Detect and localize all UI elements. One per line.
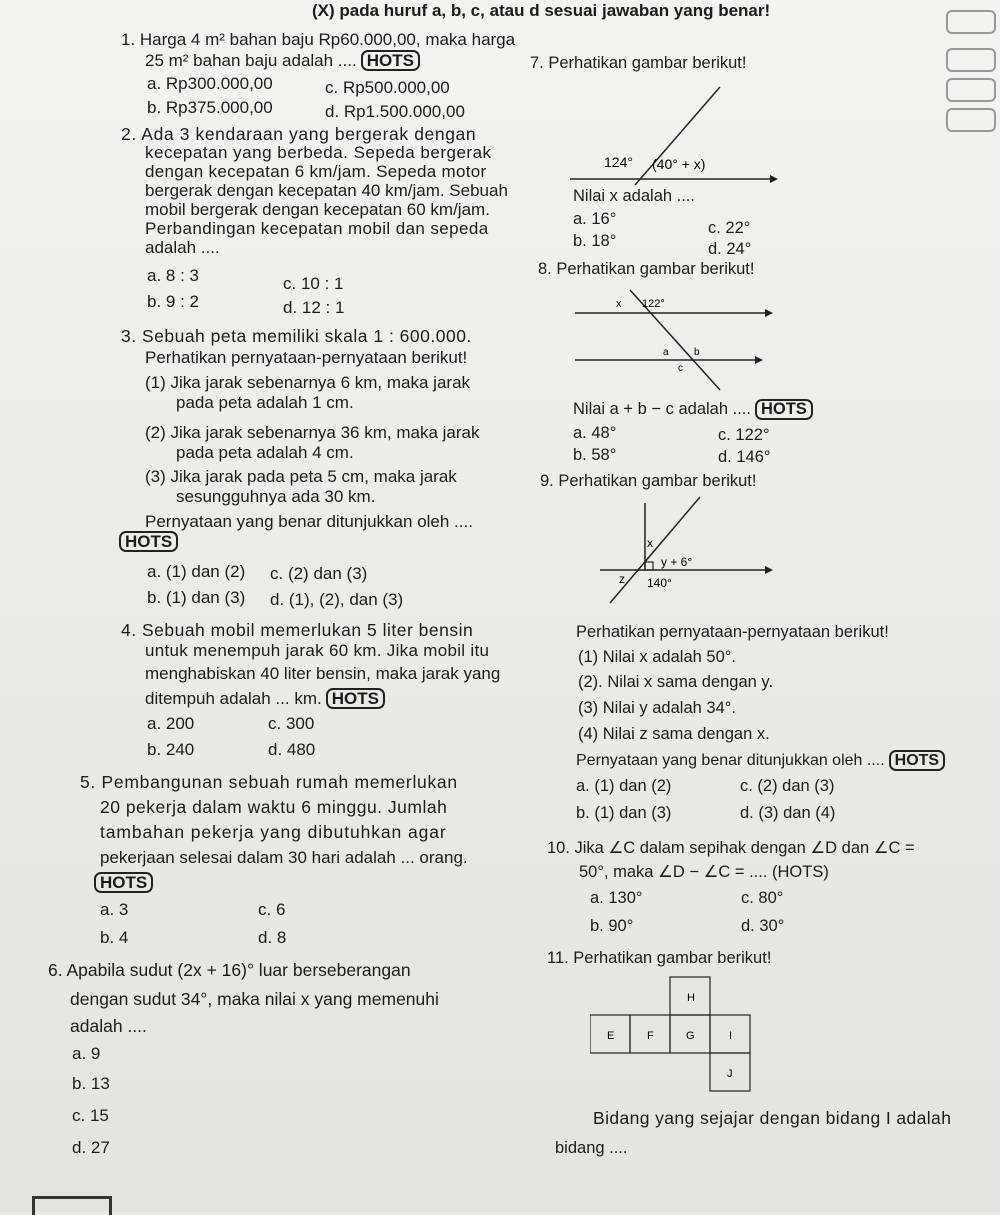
label-h: H xyxy=(687,992,695,1004)
q2-line: bergerak dengan kecepatan 40 km/jam. Sebuah xyxy=(145,181,508,200)
q9-angle-figure xyxy=(595,495,785,610)
page-corner-mark xyxy=(32,1196,112,1215)
hots-badge: HOTS xyxy=(94,872,153,893)
q6-line2: dengan sudut 34°, maka nilai x yang memenuhi xyxy=(70,989,439,1009)
q4-line4: ditempuh adalah ... km. HOTS xyxy=(145,688,385,709)
q5-line: 5. Pembangunan sebuah rumah memerlukan xyxy=(80,772,458,792)
q4-option-a[interactable]: a. 200 xyxy=(147,714,195,733)
q9-statement-2: (2). Nilai x sama dengan y. xyxy=(578,673,774,691)
q5-line: tambahan pekerja yang dibutuhkan agar xyxy=(100,822,447,842)
q8-label-122: 122° xyxy=(642,298,665,310)
q8-label-b: b xyxy=(694,347,700,358)
q3-statement-3: (3) Jika jarak pada peta 5 cm, maka jarak xyxy=(145,467,457,486)
q2-line: dengan kecepatan 6 km/jam. Sepeda motor xyxy=(145,162,487,181)
q6-line1: 6. Apabila sudut (2x + 16)° luar berseberangan xyxy=(48,960,411,980)
q8-label-c: c xyxy=(678,363,683,374)
q2-line: 2. Ada 3 kendaraan yang bergerak dengan xyxy=(121,124,477,144)
q9-option-b[interactable]: b. (1) dan (3) xyxy=(576,804,672,822)
q8-option-c[interactable]: c. 122° xyxy=(718,426,770,444)
q3-line1: 3. Sebuah peta memiliki skala 1 : 600.000. xyxy=(121,326,472,346)
q2-option-c[interactable]: c. 10 : 1 xyxy=(283,274,344,293)
q3-statement-2: (2) Jika jarak sebenarnya 36 km, maka jarak xyxy=(145,423,480,442)
q11-question: Bidang yang sejajar dengan bidang I adalah xyxy=(593,1108,952,1128)
q10-option-c[interactable]: c. 80° xyxy=(741,889,784,907)
q4-option-b[interactable]: b. 240 xyxy=(147,740,195,759)
q9-intro: Perhatikan pernyataan-pernyataan berikut! xyxy=(576,623,889,641)
q9-option-a[interactable]: a. (1) dan (2) xyxy=(576,777,672,795)
q7-question: Nilai x adalah .... xyxy=(573,187,695,205)
q4-option-d[interactable]: d. 480 xyxy=(268,740,316,759)
q8-label-a: a xyxy=(663,347,669,358)
q4-line: untuk menempuh jarak 60 km. Jika mobil itu xyxy=(145,641,490,660)
q8-parallel-figure xyxy=(570,285,780,395)
q11-cube-net xyxy=(590,975,770,1095)
hots-badge: HOTS xyxy=(755,399,813,420)
label-e: E xyxy=(607,1030,615,1042)
q1-line1: 1. Harga 4 m² bahan baju Rp60.000,00, maka harga xyxy=(121,30,516,49)
q10-line1: 10. Jika ∠C dalam sepihak dengan ∠D dan ∠C = xyxy=(547,839,915,857)
q1-option-d[interactable]: d. Rp1.500.000,00 xyxy=(325,102,465,121)
hots-badge: HOTS xyxy=(326,688,385,709)
q10-option-a[interactable]: a. 130° xyxy=(590,889,643,907)
q9-statement-1: (1) Nilai x adalah 50°. xyxy=(578,648,736,666)
margin-box xyxy=(946,10,996,34)
hots-badge: HOTS xyxy=(361,50,420,71)
q3-statement-3b: sesungguhnya ada 30 km. xyxy=(176,487,376,506)
q2-option-a[interactable]: a. 8 : 3 xyxy=(147,266,199,285)
q5-option-b[interactable]: b. 4 xyxy=(100,928,129,947)
q11-title: 11. Perhatikan gambar berikut! xyxy=(547,949,772,967)
q4-line: menghabiskan 40 liter bensin, maka jarak yang xyxy=(145,664,501,683)
hots-badge: HOTS xyxy=(889,750,945,771)
margin-box xyxy=(946,108,996,132)
q7-label-124: 124° xyxy=(604,154,633,170)
q3-option-d[interactable]: d. (1), (2), dan (3) xyxy=(270,590,404,609)
q9-label-z: z xyxy=(619,572,625,586)
q7-option-c[interactable]: c. 22° xyxy=(708,219,751,237)
q3-option-b[interactable]: b. (1) dan (3) xyxy=(147,588,246,607)
q5-hots xyxy=(90,872,153,893)
q5-option-d[interactable]: d. 8 xyxy=(258,928,287,947)
q3-hots xyxy=(115,531,178,552)
q8-label-x: x xyxy=(616,298,622,310)
q3-statement-1b: pada peta adalah 1 cm. xyxy=(176,393,354,412)
q7-arrow xyxy=(770,175,778,183)
q9-title: 9. Perhatikan gambar berikut! xyxy=(540,472,757,490)
q9-label-140: 140° xyxy=(647,576,672,590)
instruction-header: (X) pada huruf a, b, c, atau d sesuai jawaban yang benar! xyxy=(312,1,771,20)
q2-line: kecepatan yang berbeda. Sepeda bergerak xyxy=(145,143,492,162)
margin-box xyxy=(946,78,996,102)
q5-option-c[interactable]: c. 6 xyxy=(258,900,286,919)
q2-line: adalah .... xyxy=(145,238,220,257)
q9-statement-3: (3) Nilai y adalah 34°. xyxy=(578,699,736,717)
q7-option-b[interactable]: b. 18° xyxy=(573,232,617,250)
q1-option-b[interactable]: b. Rp375.000,00 xyxy=(147,98,273,117)
q2-line: mobil bergerak dengan kecepatan 60 km/jam. xyxy=(145,200,490,219)
q4-line: 4. Sebuah mobil memerlukan 5 liter bensin xyxy=(121,620,474,640)
q2-option-d[interactable]: d. 12 : 1 xyxy=(283,298,345,317)
label-j: J xyxy=(727,1068,733,1080)
q3-question: Pernyataan yang benar ditunjukkan oleh .... xyxy=(145,512,473,531)
q6-line3: adalah .... xyxy=(70,1016,147,1036)
q4-option-c[interactable]: c. 300 xyxy=(268,714,315,733)
q6-option-d[interactable]: d. 27 xyxy=(72,1138,110,1157)
q6-option-b[interactable]: b. 13 xyxy=(72,1074,110,1093)
q2-line: Perbandingan kecepatan mobil dan sepeda xyxy=(145,219,489,238)
q9-option-c[interactable]: c. (2) dan (3) xyxy=(740,777,835,795)
q1-line2: 25 m² bahan baju adalah .... HOTS xyxy=(145,50,420,71)
q3-option-c[interactable]: c. (2) dan (3) xyxy=(270,564,368,583)
q3-line2: Perhatikan pernyataan-pernyataan berikut! xyxy=(145,348,468,367)
label-i: I xyxy=(729,1030,733,1042)
q9-label-x: x xyxy=(647,536,653,550)
q5-option-a[interactable]: a. 3 xyxy=(100,900,129,919)
q3-option-a[interactable]: a. (1) dan (2) xyxy=(147,562,246,581)
q7-title: 7. Perhatikan gambar berikut! xyxy=(530,54,747,72)
hots-badge: HOTS xyxy=(119,531,178,552)
q9-question: Pernyataan yang benar ditunjukkan oleh .... HOTS xyxy=(576,750,945,771)
q7-option-d[interactable]: d. 24° xyxy=(708,240,752,258)
q3-statement-2b: pada peta adalah 4 cm. xyxy=(176,443,354,462)
q7-option-a[interactable]: a. 16° xyxy=(573,210,617,228)
q9-statement-4: (4) Nilai z sama dengan x. xyxy=(578,725,770,743)
margin-box xyxy=(946,48,996,72)
q5-line: pekerjaan selesai dalam 30 hari adalah ... orang. xyxy=(100,848,468,867)
q9-right-angle-mark xyxy=(645,562,653,570)
q1-option-a[interactable]: a. Rp300.000,00 xyxy=(147,74,273,93)
q10-line2: 50°, maka ∠D − ∠C = .... (HOTS) xyxy=(579,863,829,881)
q8-option-b[interactable]: b. 58° xyxy=(573,446,617,464)
q7-label-40x: (40° + x) xyxy=(652,156,706,172)
q8-arrow-top xyxy=(765,309,773,317)
q9-option-d[interactable]: d. (3) dan (4) xyxy=(740,804,836,822)
q8-option-d[interactable]: d. 146° xyxy=(718,448,771,466)
q3-statement-1: (1) Jika jarak sebenarnya 6 km, maka jarak xyxy=(145,373,471,392)
q2-option-b[interactable]: b. 9 : 2 xyxy=(147,292,199,311)
q10-option-b[interactable]: b. 90° xyxy=(590,917,634,935)
q7-angle-figure xyxy=(570,85,780,195)
q6-option-c[interactable]: c. 15 xyxy=(72,1106,109,1125)
q8-arrow-bottom xyxy=(755,356,763,364)
q9-arrow xyxy=(765,566,773,574)
label-f: F xyxy=(647,1030,654,1042)
q8-title: 8. Perhatikan gambar berikut! xyxy=(538,260,755,278)
q8-option-a[interactable]: a. 48° xyxy=(573,424,617,442)
q1-option-c[interactable]: c. Rp500.000,00 xyxy=(325,78,450,97)
q9-label-y: y + 6° xyxy=(661,555,693,569)
q11-question-2: bidang .... xyxy=(555,1139,628,1157)
q8-question: Nilai a + b − c adalah .... HOTS xyxy=(573,399,813,420)
label-g: G xyxy=(686,1030,695,1042)
q5-line: 20 pekerja dalam waktu 6 minggu. Jumlah xyxy=(100,797,448,817)
q10-option-d[interactable]: d. 30° xyxy=(741,917,785,935)
q6-option-a[interactable]: a. 9 xyxy=(72,1044,101,1063)
